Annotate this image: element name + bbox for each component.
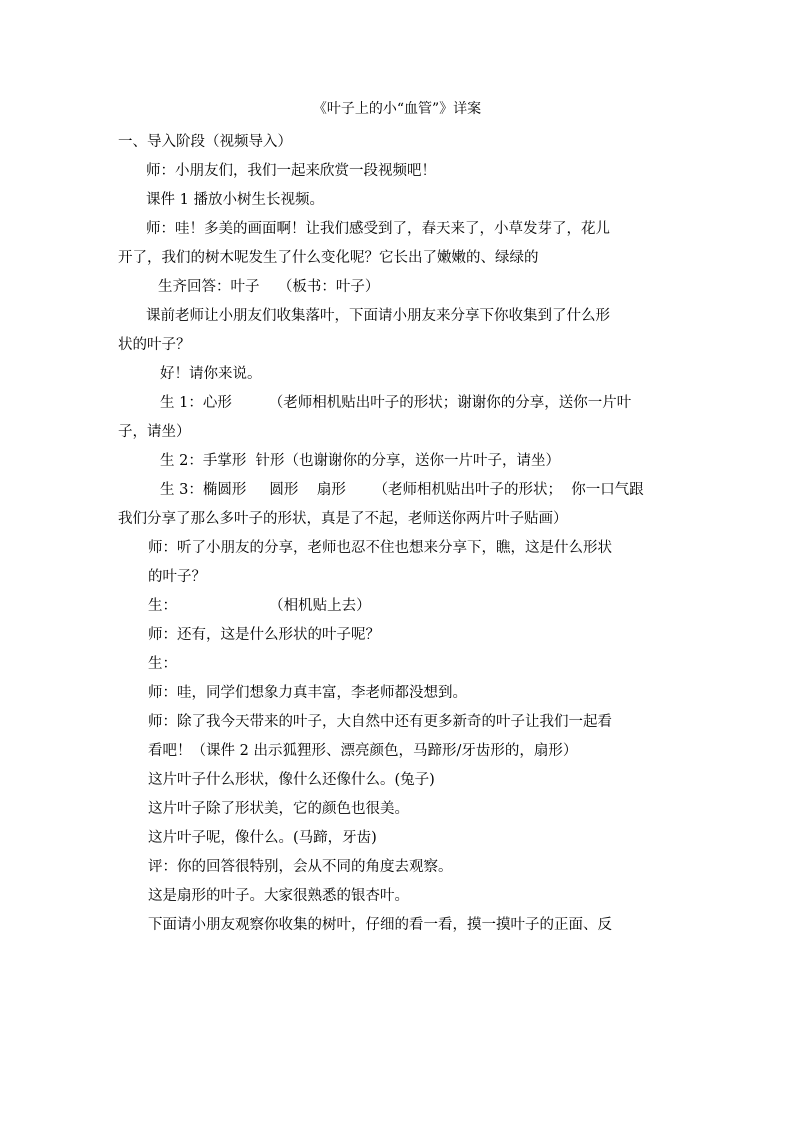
paragraph-line: 这是扇形的叶子。大家很熟悉的银杏叶。 (148, 888, 409, 904)
paragraph-line: 生齐回答：叶子 （板书：叶子） (158, 279, 380, 295)
paragraph-line: 师：听了小朋友的分享，老师也忍不住也想来分享下，瞧，这是什么形状 (148, 540, 612, 556)
paragraph-line: 看吧！（课件 2 出示狐狸形、漂亮颜色，马蹄形/牙齿形的，扇形） (148, 743, 578, 759)
paragraph-line: 生 2：手掌形 针形（也谢谢你的分享，送你一片叶子，请坐） (160, 453, 561, 469)
paragraph-line: 课件 1 播放小树生长视频。 (146, 192, 324, 208)
paragraph-line: 师：还有，这是什么形状的叶子呢？ (148, 627, 380, 643)
paragraph-line: 下面请小朋友观察你收集的树叶，仔细的看一看，摸一摸叶子的正面、反 (148, 917, 612, 933)
paragraph-line: 这片叶子除了形状美，它的颜色也很美。 (148, 801, 409, 817)
paragraph-line: 这片叶子什么形状，像什么还像什么。(兔子) (148, 772, 435, 788)
paragraph-line: 师：除了我今天带来的叶子，大自然中还有更多新奇的叶子让我们一起看 (148, 714, 612, 730)
paragraph-line: 评：你的回答很特别，会从不同的角度去观察。 (148, 859, 453, 875)
paragraph-line: 生： （相机贴上去） (148, 598, 371, 614)
document-body (118, 128, 682, 940)
section-heading: 一、导入阶段（视频导入） (118, 134, 292, 150)
paragraph-line: 我们分享了那么多叶子的形状，真是了不起，老师送你两片叶子贴画） (118, 511, 568, 527)
paragraph-line: 生 3：椭圆形 圆形 扇形 （老师相机贴出叶子的形状； 你一口气跟 (160, 482, 644, 498)
paragraph-line: 师：哇！多美的画面啊！让我们感受到了，春天来了，小草发芽了，花儿 (146, 221, 610, 237)
paragraph-line: 师：哇，同学们想象力真丰富，李老师都没想到。 (148, 685, 467, 701)
paragraph-line: 师：小朋友们，我们一起来欣赏一段视频吧！ (146, 163, 436, 179)
paragraph-line: 开了，我们的树木呢发生了什么变化呢？它长出了嫩嫩的、绿绿的 (118, 250, 539, 266)
paragraph-line: 状的叶子？ (118, 337, 191, 353)
paragraph-line: 的叶子？ (148, 569, 206, 585)
paragraph-line: 生 1：心形 （老师相机贴出叶子的形状；谢谢你的分享，送你一片叶 (160, 395, 632, 411)
paragraph-line: 生： (148, 656, 177, 672)
paragraph-line: 子，请坐） (118, 424, 191, 440)
paragraph-line: 这片叶子呢，像什么。(马蹄，牙齿) (148, 830, 377, 846)
paragraph-line: 好！请你来说。 (160, 366, 262, 382)
document-title: 《叶子上的小“血管”》详案 (312, 101, 482, 117)
paragraph-line: 课前老师让小朋友们收集落叶，下面请小朋友来分享下你收集到了什么形 (146, 308, 610, 324)
